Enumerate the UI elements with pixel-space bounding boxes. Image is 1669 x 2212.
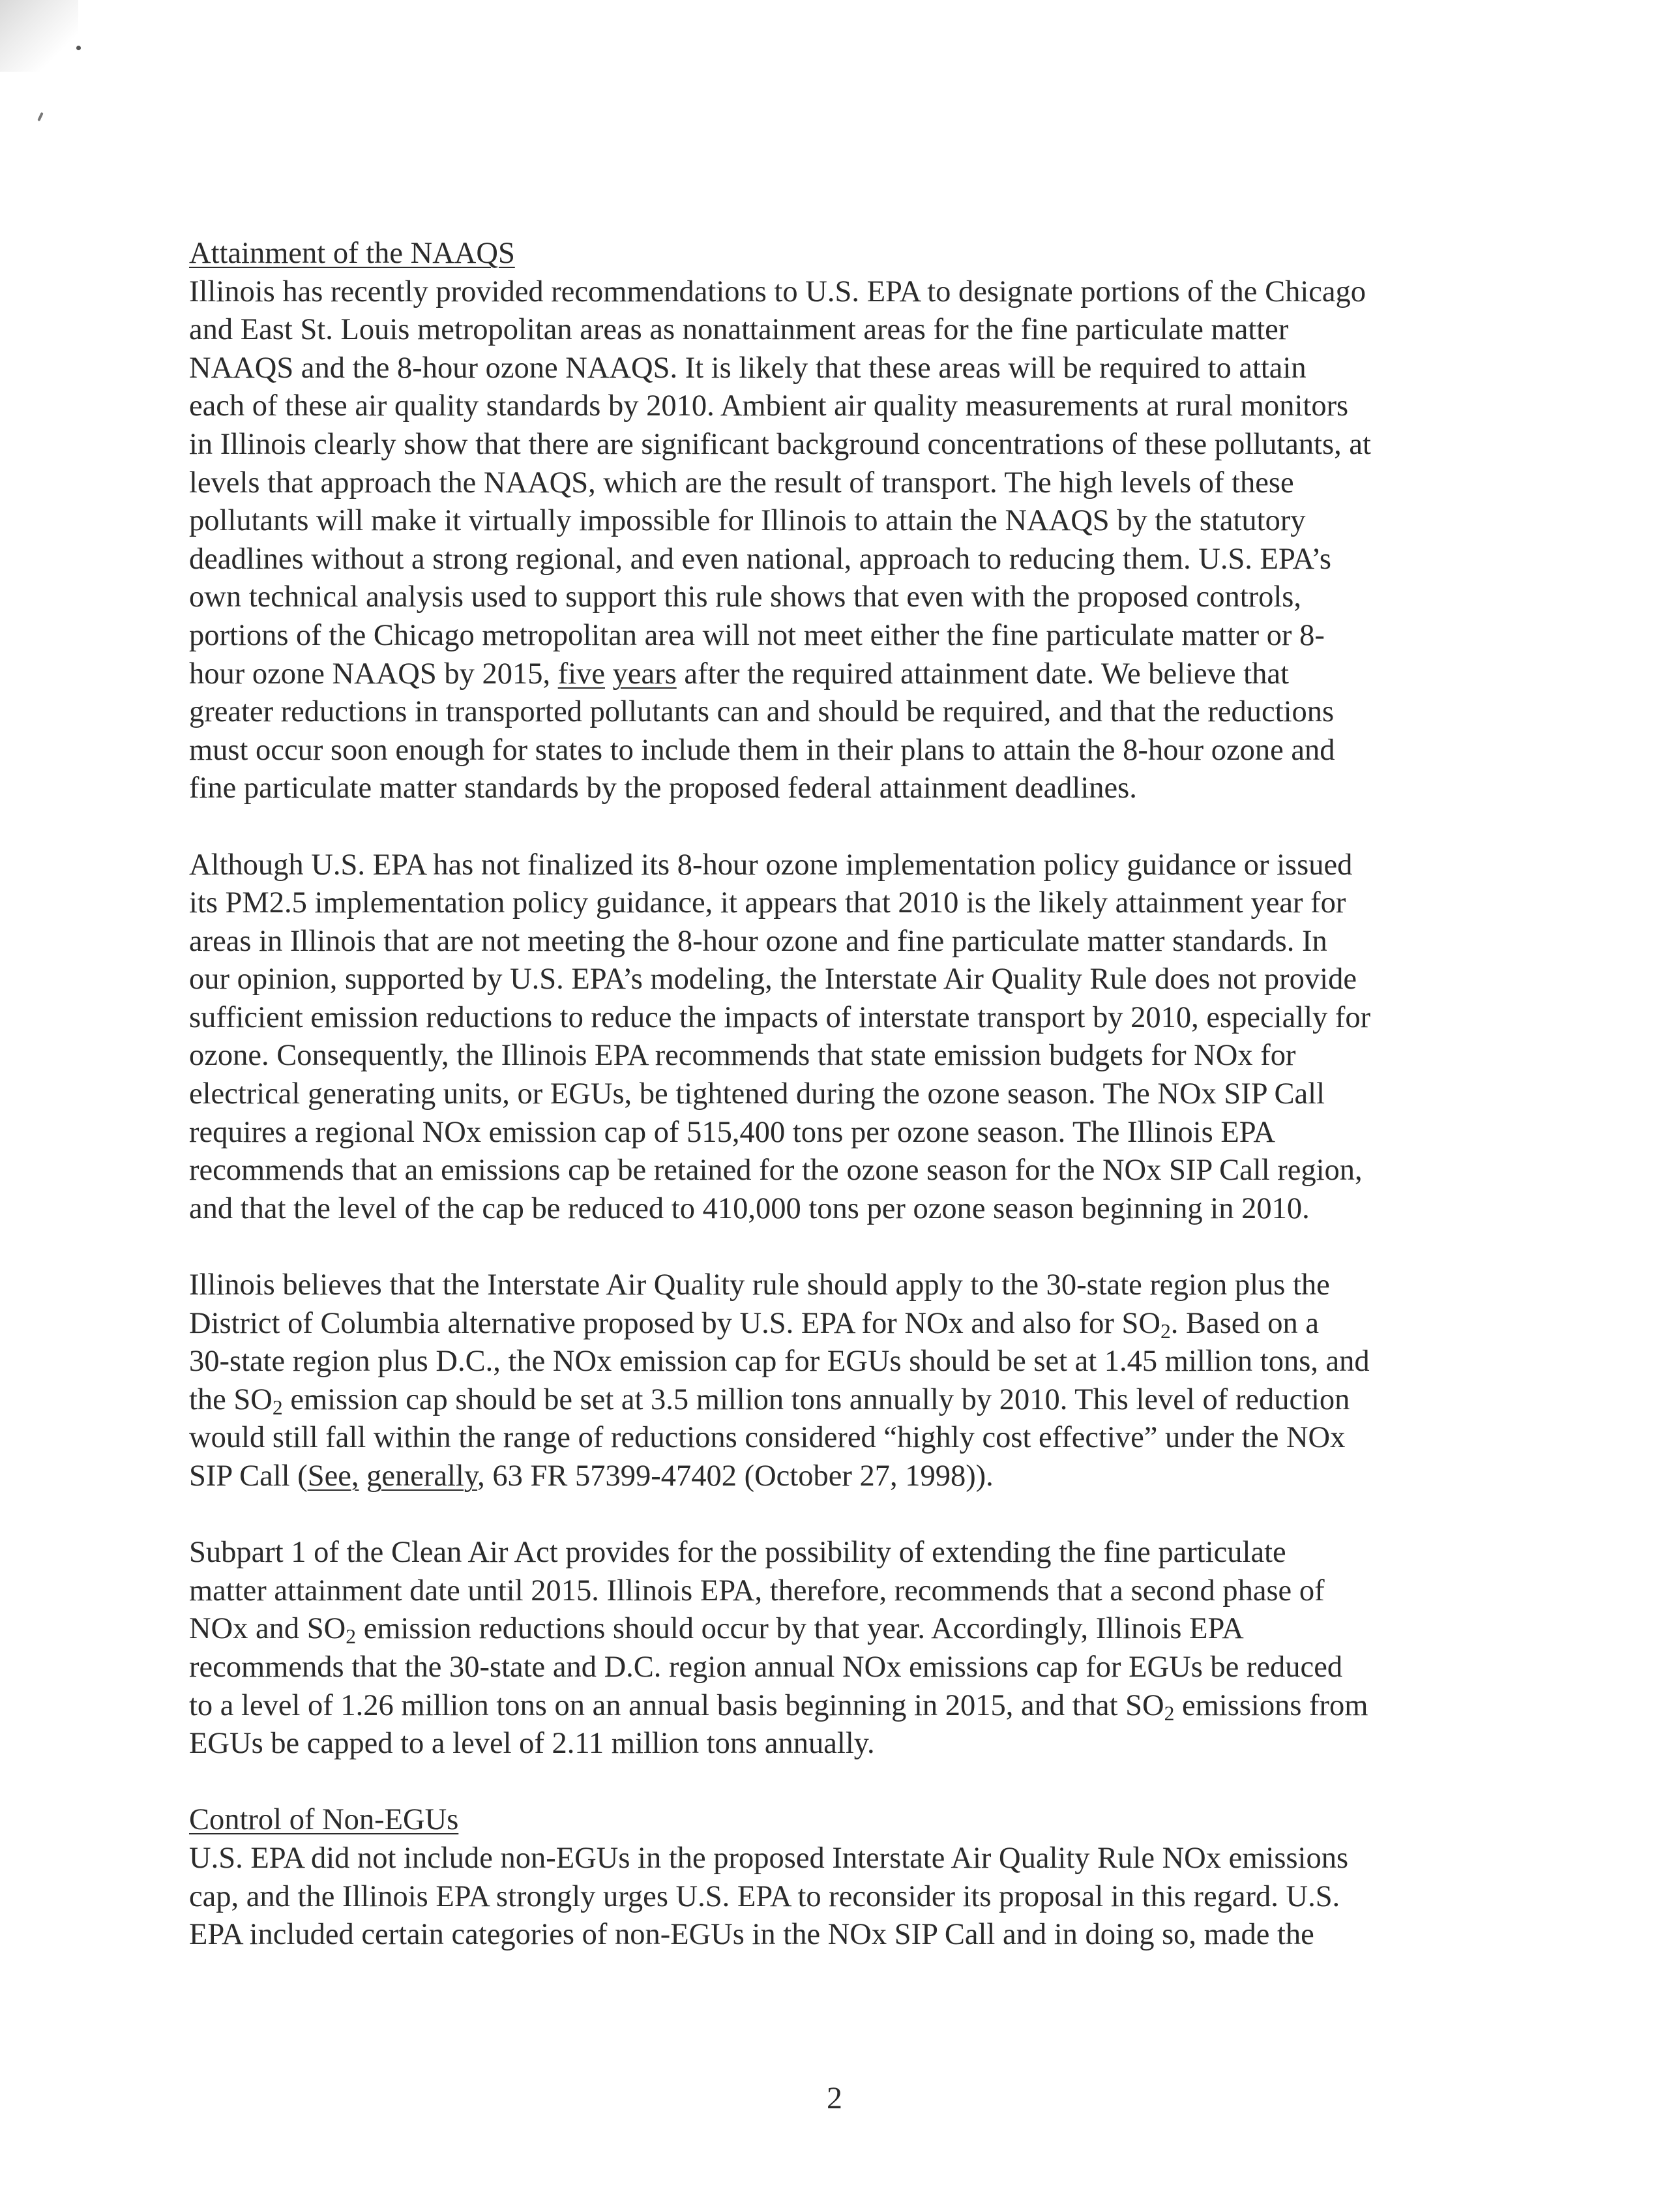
text-line: U.S. EPA did not include non-EGUs in the proposed Interstate Air Quality Rule NOx emissions: [189, 1841, 1349, 1875]
text-line: recommends that an emissions cap be retained for the ozone season for the NOx SIP Call region,: [189, 1154, 1363, 1188]
text-line: own technical analysis used to support this rule shows that even with the proposed controls,: [189, 580, 1301, 614]
section-gap: [189, 1763, 1486, 1802]
underlined-text: generally: [366, 1459, 478, 1493]
text-line: Illinois has recently provided recommendations to U.S. EPA to designate portions of the Chicago: [189, 275, 1366, 308]
text-line: requires a regional NOx emission cap of 515,400 tons per ozone season. The Illinois EPA: [189, 1115, 1275, 1149]
paragraph: [189, 273, 1486, 808]
text-line: its PM2.5 implementation policy guidance, it appears that 2010 is the likely attainment year for: [189, 886, 1346, 920]
text-line: matter attainment date until 2015. Illinois EPA, therefore, recommends that a second phase of: [189, 1574, 1325, 1607]
text-line: portions of the Chicago metropolitan area will not meet either the fine particulate matter or 8-: [189, 618, 1325, 652]
text-line: must occur soon enough for states to include them in their plans to attain the 8-hour ozone and: [189, 733, 1335, 767]
text-line: in Illinois clearly show that there are significant background concentrations of these pollutants, at: [189, 427, 1371, 461]
text-run: District of Columbia alternative proposed by U.S. EPA for NOx and also for SO: [189, 1306, 1160, 1340]
text-run: emission cap should be set at 3.5 million tons annually by 2010. This level of reduction: [282, 1382, 1350, 1416]
text-line: and that the level of the cap be reduced to 410,000 tons per ozone season beginning in 2010.: [189, 1191, 1310, 1225]
text-line: cap, and the Illinois EPA strongly urges U.S. EPA to reconsider its proposal in this regard. U.S.: [189, 1879, 1340, 1913]
scan-shadow: [0, 0, 78, 72]
text-line: [189, 1457, 1486, 1496]
text-run: [605, 657, 613, 691]
text-line: ozone. Consequently, the Illinois EPA recommends that state emission budgets for NOx for: [189, 1039, 1296, 1073]
text-line: EGUs be capped to a level of 2.11 million tons annually.: [189, 1727, 875, 1761]
section-heading: Attainment of the NAAQS: [189, 237, 515, 270]
text-run: the SO: [189, 1382, 273, 1416]
text-line: Illinois believes that the Interstate Air Quality rule should apply to the 30-state region plus the: [189, 1268, 1330, 1302]
text-run: SIP Call (: [189, 1459, 308, 1493]
text-line: and East St. Louis metropolitan areas as nonattainment areas for the fine particulate matter: [189, 313, 1289, 347]
paragraph: [189, 1840, 1486, 1954]
text-line: levels that approach the NAAQS, which are the result of transport. The high levels of these: [189, 466, 1294, 500]
section-heading: Control of Non-EGUs: [189, 1803, 459, 1837]
text-run: , 63 FR 57399-47402 (October 27, 1998)).: [477, 1459, 994, 1493]
text-line: [189, 1305, 1486, 1343]
text-line: 30-state region plus D.C., the NOx emission cap for EGUs should be set at 1.45 million tons, and: [189, 1345, 1370, 1379]
text-run: NOx and SO: [189, 1612, 346, 1646]
scan-mark: [37, 112, 44, 121]
text-line: [189, 1610, 1486, 1649]
paragraph-gap: [189, 808, 1486, 846]
text-run: after the required attainment date. We believe that: [676, 657, 1289, 691]
text-run: [359, 1459, 366, 1493]
text-run: hour ozone NAAQS by 2015,: [189, 657, 558, 691]
text-line: Subpart 1 of the Clean Air Act provides for the possibility of extending the fine particulate: [189, 1536, 1286, 1570]
paragraph-gap: [189, 1496, 1486, 1534]
text-line: fine particulate matter standards by the proposed federal attainment deadlines.: [189, 771, 1137, 805]
text-line: areas in Illinois that are not meeting the 8-hour ozone and fine particulate matter standards. In: [189, 924, 1327, 958]
paragraph-gap: [189, 1228, 1486, 1266]
subscript: 2: [1164, 1701, 1175, 1725]
underlined-text: years: [612, 657, 677, 691]
text-line: [189, 1381, 1486, 1420]
text-run: to a level of 1.26 million tons on an annual basis beginning in 2015, and that SO: [189, 1688, 1164, 1722]
text-run: emissions from: [1174, 1688, 1368, 1722]
document-body: [189, 235, 1486, 1954]
text-line: [189, 1687, 1486, 1726]
text-line: NAAQS and the 8-hour ozone NAAQS. It is likely that these areas will be required to attain: [189, 351, 1307, 385]
subscript: 2: [272, 1396, 283, 1419]
subscript: 2: [1160, 1319, 1171, 1343]
text-line: recommends that the 30-state and D.C. region annual NOx emissions cap for EGUs be reduced: [189, 1650, 1343, 1684]
text-line: deadlines without a strong regional, and even national, approach to reducing them. U.S. EPA’s: [189, 542, 1331, 576]
text-line: [189, 655, 1486, 694]
page-number: 2: [827, 2081, 842, 2115]
text-run: emission reductions should occur by that year. Accordingly, Illinois EPA: [356, 1612, 1244, 1646]
text-line: greater reductions in transported pollutants can and should be required, and that the reductions: [189, 695, 1335, 729]
scan-speck: [76, 46, 81, 50]
underlined-text: five: [557, 657, 605, 691]
text-run: . Based on a: [1170, 1306, 1320, 1340]
text-line: our opinion, supported by U.S. EPA’s modeling, the Interstate Air Quality Rule does not provide: [189, 963, 1357, 996]
text-line: each of these air quality standards by 2010. Ambient air quality measurements at rural monitors: [189, 389, 1349, 423]
paragraph: [189, 1534, 1486, 1763]
text-line: sufficient emission reductions to reduce the impacts of interstate transport by 2010, especially for: [189, 1000, 1371, 1034]
paragraph: [189, 846, 1486, 1229]
text-line: Although U.S. EPA has not finalized its 8-hour ozone implementation policy guidance or issued: [189, 848, 1353, 882]
text-line: pollutants will make it virtually impossible for Illinois to attain the NAAQS by the statutory: [189, 504, 1306, 538]
paragraph: [189, 1266, 1486, 1496]
subscript: 2: [346, 1625, 357, 1649]
underlined-text: See,: [307, 1459, 359, 1493]
text-line: EPA included certain categories of non-EGUs in the NOx SIP Call and in doing so, made the: [189, 1918, 1314, 1952]
text-line: electrical generating units, or EGUs, be tightened during the ozone season. The NOx SIP Call: [189, 1077, 1325, 1111]
text-line: would still fall within the range of reductions considered “highly cost effective” under the NOx: [189, 1421, 1346, 1455]
